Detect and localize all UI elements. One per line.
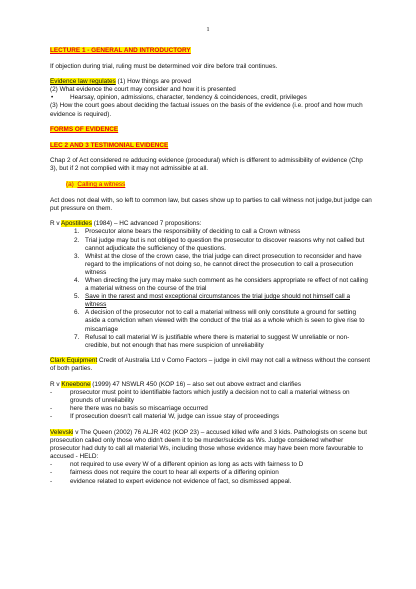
list-item: 2. Trial judge may but is not obliged to question the prosecutor to discover reasons why not called but cannot adjudicate the sufficiency of the questions. <box>74 236 365 252</box>
case-name-kneebone: Kneebone <box>61 381 91 388</box>
bullet-dot-icon: • <box>51 94 54 102</box>
case-name-velevski: Velevski <box>50 428 74 436</box>
kneebone-intro: R v Kneebone (1999) 47 NSWLR 450 (KOP 16) – also set out above extract and clarifies <box>50 381 302 388</box>
page-number: 1 <box>206 26 210 33</box>
evidence-regulates-item2: (2) What evidence the court may consider and how it is presented <box>50 86 236 94</box>
list-item: 5. Save in the rarest and most exceptional circumstances the trial judge should not himself call a witness <box>74 293 350 309</box>
clark-equipment-paragraph: Clark Equipment Credit of Australia Ltd v Como Factors – judge in civil may not call a witness without the consent of both parties. <box>50 357 371 373</box>
chap2-paragraph: Chap 2 of Act considered re adducing evidence (procedural) which is different to admissibility of evidence (Chp 3), but if 2 not complied with it may not admissible at all. <box>50 157 363 173</box>
calling-witness-heading: (a) Calling a witness <box>66 181 126 189</box>
evidence-regulates-item3: (3) How the court goes about deciding the factual issues on the basis of the evidence (i.e. proof and how much evidence is required). <box>50 102 363 118</box>
list-item: - fairness does not require the court to hear all experts of a differing opinion <box>50 469 279 477</box>
evidence-regulates-label: Evidence law regulates <box>50 78 116 86</box>
list-item: 3. Whilst at the close of the crown case, the trial judge can direct prosecution to reconsider and have regard to the implications of not doing so, he cannot direct the prosecution to call a prosecution witness <box>74 252 362 276</box>
evidence-regulates-item1: Evidence law regulates (1) How things are proved <box>50 78 192 86</box>
lec23-heading: LEC 2 AND 3 TESTIMONIAL EVIDENCE <box>50 141 169 149</box>
forms-heading: FORMS OF EVIDENCE <box>50 126 119 134</box>
document-body <box>50 47 372 486</box>
list-item: - evidence related to expert evidence not evidence of fact, so dismissed appeal. <box>50 477 292 485</box>
list-item: - If prosecution doesn't call material W, judge can issue stay of proceedings <box>50 413 280 421</box>
apostilides-intro: R v Apostilides (1984) – HC advanced 7 propositions: <box>50 220 202 228</box>
list-item: 1. Prosecutor alone bears the responsibility of deciding to call a Crown witness <box>74 228 301 236</box>
act-paragraph: Act does not deal with, so left to common law, but cases show up to parties to call witness not judge,but judge can put pressure on them. <box>50 196 372 212</box>
velevski-points <box>50 461 372 485</box>
apostilides-propositions <box>50 228 372 349</box>
kneebone-points <box>50 389 372 421</box>
list-item: - here there was no basis so miscarriage occurred <box>50 405 208 413</box>
list-item: - prosecutor must point to identifiable factors which justify a decision not to call a material witness on grounds of unreliability <box>50 389 350 405</box>
velevski-paragraph: Velevski v The Queen (2002) 76 ALJR 402 (KOP 23) – accused killed wife and 3 kids. Pathologists on scene but prosecution called only those who didn't deem it to be murder/suicide as Ws. Judge considered whether prosecutor had duty to call all material Ws, including those whose evidence may have been more favourable to accused - HELD: <box>50 428 368 461</box>
case-name-clark: Clark Equipment <box>50 357 98 365</box>
list-item: 4. When directing the jury may make such comment as he considers appropriate re effect of not calling a material witness on the course of the trial <box>74 276 368 293</box>
list-item: - not required to use every W of a different opinion as long as acts with fairness to D <box>50 461 304 469</box>
evidence-regulates-bullet: • Hearsay, opinion, admissions, character, tendency & coincidences, credit, privileges <box>51 94 307 102</box>
lecture1-paragraph: If objection during trial, ruling must be determined voir dire before trail continues. <box>50 62 278 70</box>
list-item: 6. A decision of the prosecutor not to call a material witness will only constitute a ground for setting aside a conviction when viewed with the conduct of the trial as a whole which is seen to give rise to miscarriage <box>74 309 365 333</box>
list-item: 7. Refusal to call material W is justifiable where there is material to suggest W unreliable or non-credible, but not enough that has mere suspicion of unreliability <box>74 333 350 349</box>
lecture1-heading: LECTURE 1 - GENERAL AND INTRODUCTORY <box>50 47 191 54</box>
case-name-apostilides: Apostilides <box>61 220 92 228</box>
